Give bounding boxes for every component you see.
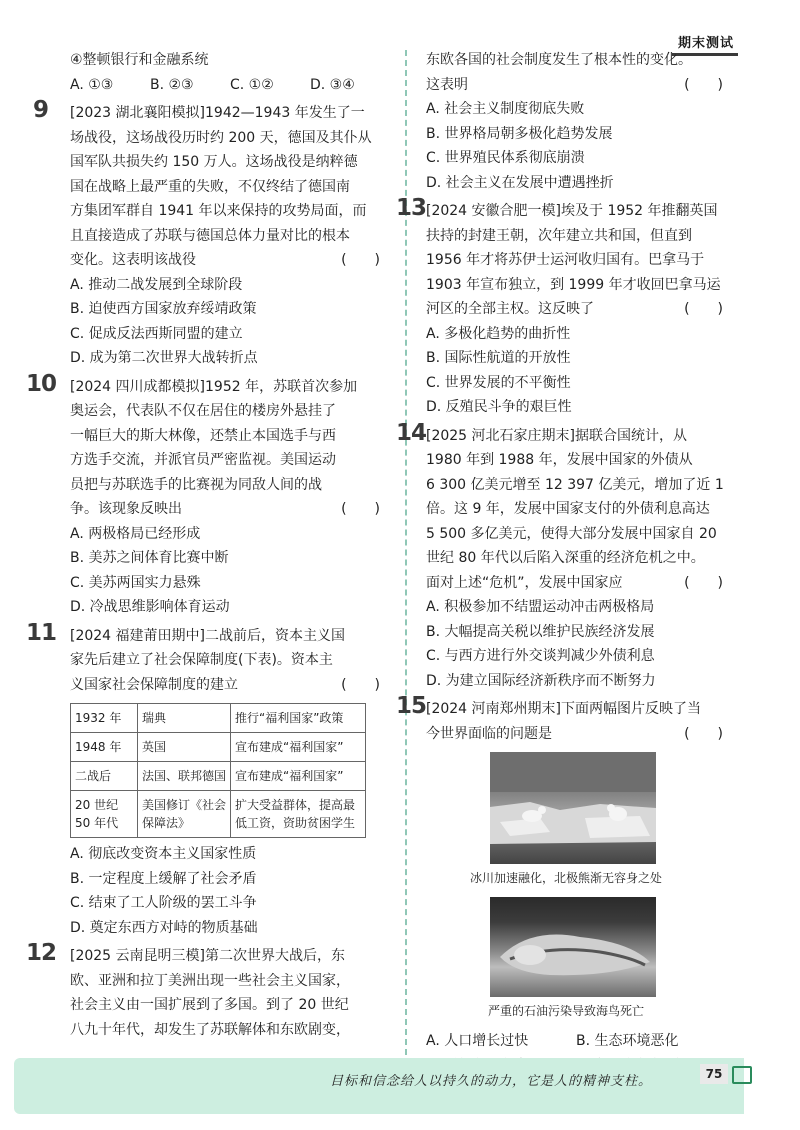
question-15 — [396, 693, 731, 1078]
q13-option-d[interactable]: D. 反殖民斗争的艰巨性 — [426, 399, 572, 415]
q8-option-d[interactable]: D. ③④ — [310, 76, 355, 93]
q12-option-b[interactable]: B. 世界格局朝多极化趋势发展 — [426, 125, 613, 142]
book-icon — [732, 1066, 752, 1084]
q15-line: [2024 河南郑州期末]下面两幅图片反映了当 — [426, 701, 702, 717]
q11-line: 家先后建立了社会保障制度(下表)。资本主 — [70, 652, 333, 668]
q12-number: 12 — [26, 940, 57, 966]
q13-line: 扶持的封建王朝，次年建立共和国，但直到 — [426, 227, 692, 244]
q10-number: 10 — [26, 370, 57, 397]
q10-option-d[interactable]: D. 冷战思维影响体育运动 — [70, 599, 230, 615]
q13-option-b[interactable]: B. 国际性航道的开放性 — [426, 350, 571, 366]
question-12-continued — [426, 48, 731, 195]
q15-line: 今世界面临的问题是 ( ) — [426, 722, 731, 747]
answer-paren[interactable]: ( ) — [341, 252, 380, 268]
q9-line: 方集团军群自 1941 年以来保持的攻势局面，而 — [70, 203, 367, 219]
q13-line: 河区的全部主权。这反映了 ( ) — [426, 297, 731, 322]
q9-line: 变化。这表明该战役 ( ) — [70, 248, 388, 273]
answer-paren[interactable]: ( ) — [341, 501, 380, 517]
q8-line: ④整顿银行和金融系统 — [70, 52, 209, 68]
q9-line: 国在战略上最严重的失败，不仅终结了德国南 — [70, 178, 350, 195]
polar-bear-illustration — [490, 752, 656, 864]
q10-line: 一幅巨大的斯大林像，还禁止本国选手与西 — [70, 427, 336, 444]
oil-bird-photo — [490, 897, 656, 997]
q11-option-c[interactable]: C. 结束了工人阶级的罢工斗争 — [70, 895, 257, 911]
q11-option-d[interactable]: D. 奠定东西方对峙的物质基础 — [70, 919, 258, 936]
table-cell: 二战后 — [71, 762, 138, 791]
q10-option-b[interactable]: B. 美苏之间体育比赛中断 — [70, 550, 229, 566]
page-number: 75 — [700, 1064, 728, 1084]
table-cell: 扩大受益群体，提高最低工资，资助贫困学生 — [231, 791, 366, 838]
polar-bear-photo — [490, 752, 656, 864]
q15-option-a[interactable]: A. 人口增长过快 — [426, 1033, 529, 1049]
caption-oil-bird: 严重的石油污染导致海鸟死亡 — [487, 1003, 644, 1018]
q8-option-a[interactable]: A. ①③ — [70, 76, 114, 93]
q14-line: 1980 年到 1988 年，发展中国家的外债从 — [426, 452, 693, 468]
q13-option-c[interactable]: C. 世界发展的不平衡性 — [426, 374, 571, 391]
table-row — [71, 733, 366, 762]
q14-option-b[interactable]: B. 大幅提高关税以维护民族经济发展 — [426, 623, 655, 640]
table-cell: 宣布建成“福利国家” — [231, 762, 366, 791]
answer-paren[interactable]: ( ) — [341, 676, 380, 693]
table-row — [71, 791, 366, 838]
q9-option-a[interactable]: A. 推动二战发展到全球阶段 — [70, 276, 243, 293]
q11-option-b[interactable]: B. 一定程度上缓解了社会矛盾 — [70, 870, 257, 887]
q12-line: 社会主义由一国扩展到了多国。到了 20 世纪 — [70, 997, 349, 1013]
caption-polar-bear: 冰川加速融化，北极熊渐无容身之处 — [469, 871, 662, 885]
q12-line: 东欧各国的社会制度发生了根本性的变化。 — [426, 52, 692, 68]
q10-line: [2024 四川成都模拟]1952 年，苏联首次参加 — [70, 378, 358, 395]
table-cell: 宣布建成“福利国家” — [231, 733, 366, 762]
q14-line: 面对上述“危机”，发展中国家应 ( ) — [426, 571, 731, 596]
section-tag: 期末测试 — [672, 32, 738, 56]
q13-option-a[interactable]: A. 多极化趋势的曲折性 — [426, 325, 571, 342]
question-14 — [396, 419, 731, 694]
right-column — [396, 48, 731, 1078]
footer-motto: 目标和信念给人以持久的动力，它是人的精神支柱。 — [330, 1074, 653, 1089]
question-10 — [26, 370, 388, 620]
q9-line: 且直接造成了苏联与德国总体力量对比的根本 — [70, 227, 350, 244]
table-cell: 法国、联邦德国 — [138, 762, 231, 791]
question-8-tail — [70, 48, 388, 97]
q10-line: 方选手交流，并派官员严密监视。美国运动 — [70, 452, 336, 468]
question-13 — [396, 195, 731, 420]
q13-line: 1903 年宣布独立，到 1999 年才收回巴拿马运 — [426, 276, 721, 293]
q9-option-b[interactable]: B. 迫使西方国家放弃绥靖政策 — [70, 301, 257, 317]
table-row — [71, 704, 366, 733]
table-cell: 瑞典 — [138, 704, 231, 733]
q12-option-a[interactable]: A. 社会主义制度彻底失败 — [426, 101, 585, 117]
q10-line: 争。该现象反映出 ( ) — [70, 497, 388, 522]
q9-line: 国军队共损失约 150 万人。这场战役是纳粹德 — [70, 154, 358, 170]
table-cell: 1932 年 — [71, 704, 138, 733]
q10-line: 员把与苏联选手的比赛视为同敌人间的战 — [70, 476, 322, 493]
q9-line: 场战役，这场战役历时约 200 天，德国及其仆从 — [70, 129, 372, 146]
table-cell: 美国修订《社会保障法》 — [138, 791, 231, 838]
q11-option-a[interactable]: A. 彻底改变资本主义国家性质 — [70, 846, 257, 862]
welfare-table — [70, 703, 366, 838]
q14-option-a[interactable]: A. 积极参加不结盟运动冲击两极格局 — [426, 599, 655, 615]
q11-line: [2024 福建莆田期中]二战前后，资本主义国 — [70, 627, 346, 644]
q12-line: 欧、亚洲和拉丁美洲出现一些社会主义国家， — [70, 972, 350, 989]
q14-line: 倍。这 9 年，发展中国家支付的外债利息高达 — [426, 501, 710, 517]
question-9 — [33, 97, 388, 371]
q14-number: 14 — [396, 419, 427, 446]
table-cell: 英国 — [138, 733, 231, 762]
q9-line: [2023 湖北襄阳模拟]1942—1943 年发生了一 — [70, 105, 365, 121]
q9-option-c[interactable]: C. 促成反法西斯同盟的建立 — [70, 325, 243, 342]
q15-number: 15 — [396, 693, 427, 719]
table-cell: 推行“福利国家”政策 — [231, 704, 366, 733]
table-row — [71, 762, 366, 791]
q9-option-d[interactable]: D. 成为第二次世界大战转折点 — [70, 350, 258, 366]
q8-option-b[interactable]: B. ②③ — [150, 76, 194, 93]
q13-number: 13 — [396, 195, 427, 221]
q14-line: 5 500 多亿美元，使得大部分发展中国家自 20 — [426, 525, 717, 542]
q14-option-d[interactable]: D. 为建立国际经济新秩序而不断努力 — [426, 672, 656, 689]
question-11 — [26, 619, 388, 941]
answer-paren[interactable]: ( ) — [684, 76, 723, 93]
q11-line: 义国家社会保障制度的建立 ( ) — [70, 673, 388, 698]
q12-option-d[interactable]: D. 社会主义在发展中遭遇挫折 — [426, 174, 614, 191]
q14-line: 6 300 亿美元增至 12 397 亿美元，增加了近 1 — [426, 476, 724, 493]
left-column — [26, 48, 388, 1042]
q12-line: 这表明 ( ) — [426, 73, 731, 98]
answer-paren[interactable]: ( ) — [684, 574, 723, 591]
q15-options-row — [426, 1029, 731, 1054]
q11-number: 11 — [26, 619, 57, 646]
question-12 — [26, 940, 388, 1042]
q15-option-b[interactable]: B. 生态环境恶化 — [576, 1033, 679, 1049]
q8-options — [70, 73, 388, 98]
q10-option-c[interactable]: C. 美苏两国实力悬殊 — [70, 574, 201, 591]
q13-line: [2024 安徽合肥一模]埃及于 1952 年推翻英国 — [426, 203, 718, 219]
q14-option-c[interactable]: C. 与西方进行外交谈判减少外债利息 — [426, 648, 655, 664]
q8-option-c[interactable]: C. ①② — [230, 76, 274, 93]
q12-line: [2025 云南昆明三模]第二次世界大战后，东 — [70, 948, 346, 964]
oil-bird-illustration — [490, 897, 656, 997]
answer-paren[interactable]: ( ) — [684, 725, 723, 742]
q10-option-a[interactable]: A. 两极格局已经形成 — [70, 525, 201, 542]
q14-line: 世纪 80 年代以后陷入深重的经济危机之中。 — [426, 550, 705, 566]
table-cell: 20 世纪 50 年代 — [71, 791, 138, 838]
q14-line: [2025 河北石家庄期末]据联合国统计，从 — [426, 427, 688, 444]
q12-line: 八九十年代，却发生了苏联解体和东欧剧变， — [70, 1021, 350, 1038]
q9-number: 9 — [33, 97, 49, 123]
q12-option-c[interactable]: C. 世界殖民体系彻底崩溃 — [426, 150, 585, 166]
q10-line: 奥运会，代表队不仅在居住的楼房外悬挂了 — [70, 403, 336, 419]
answer-paren[interactable]: ( ) — [684, 301, 723, 317]
table-cell: 1948 年 — [71, 733, 138, 762]
q13-line: 1956 年才将苏伊士运河收归国有。巴拿马于 — [426, 252, 705, 268]
